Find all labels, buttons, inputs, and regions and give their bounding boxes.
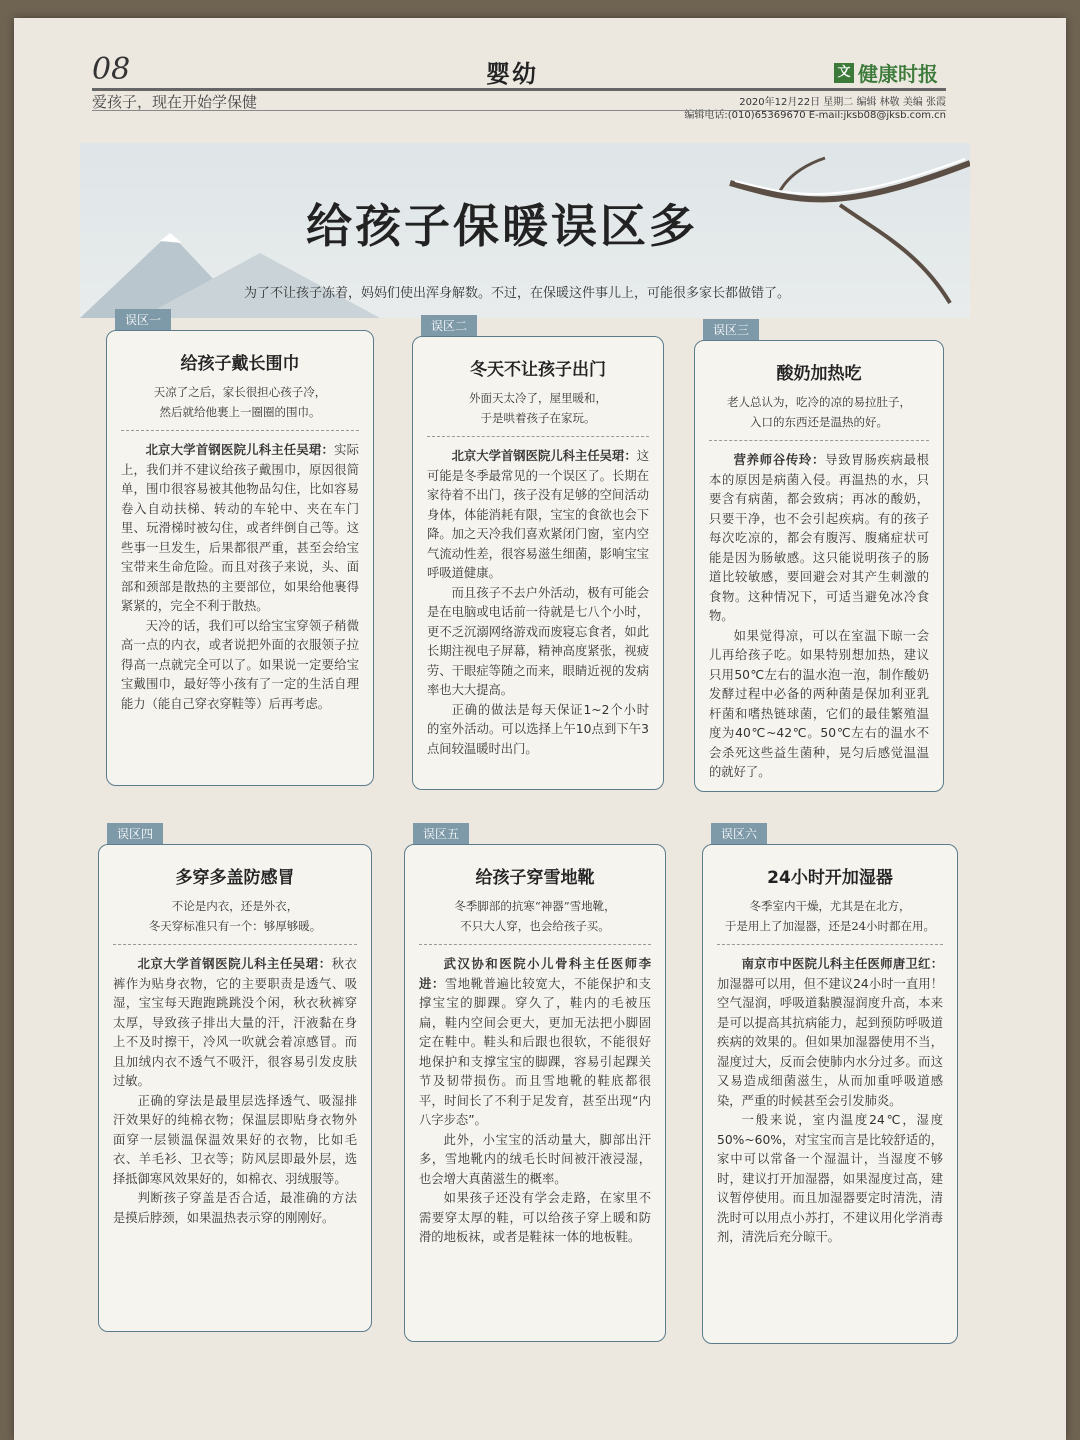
myth-title: 酸奶加热吃	[776, 364, 862, 384]
page-number: 08	[92, 52, 131, 87]
lead-line: 然后就给他裹上一圈圈的围巾。	[159, 405, 321, 419]
main-headline: 给孩子保暖误区多	[306, 199, 698, 253]
lead-line: 老人总认为，吃冷的凉的易拉肚子，	[727, 395, 911, 409]
paragraph: 如果孩子还没有学会走路，在家里不需要穿太厚的鞋，可以给孩子穿上暖和防滑的地板袜，或者是鞋袜一体的地板鞋。	[419, 1191, 651, 1244]
myth-body	[419, 955, 651, 1131]
paragraph: 秋衣裤作为贴身衣物，它的主要职责是透气、吸湿，宝宝每天跑跑跳跳没个闲，秋衣秋裤穿太厚，导致孩子排出大量的汗，汗液黏在身上不及时擦干，冷风一吹就会着凉感冒。而且加绒内衣不透气不吸汗，很容易引发皮肤过敏。	[113, 957, 357, 1088]
issue-meta	[684, 96, 946, 122]
lead-line: 不论是内衣，还是外衣，	[171, 899, 299, 913]
paragraph: 如果觉得凉，可以在室温下晾一会儿再给孩子吃。如果特别想加热，建议只用50℃左右的温水泡一泡，制作酸奶发酵过程中必备的两种菌是保加利亚乳杆菌和嗜热链球菌，它们的最佳繁殖温度为40℃~42℃。50℃左右的温水不会杀死这些益生菌种，晃匀后感觉温温的就好了。	[709, 628, 929, 779]
paragraph: 一般来说，室内温度24℃，湿度50%~60%，对宝宝而言是比较舒适的，家中可以常备一个湿温计，当湿度不够时，建议打开加湿器，如果湿度过高，建议暂停使用。而且加湿器要定时清洗，清洗时可以用点小苏打，不建议用化学消毒剂，清洗后充分晾干。	[717, 1113, 943, 1244]
myth-body	[113, 955, 357, 1092]
myth-card-2	[412, 319, 664, 790]
expert-name: 武汉协和医院小儿骨科主任医师李进：	[419, 957, 651, 991]
header-rule-thin	[92, 110, 946, 111]
lead-line: 于是哄着孩子在家玩。	[480, 411, 596, 425]
paragraph: 正确的做法是每天保证1~2个小时的室外活动。可以选择上午10点到下午3点间较温暖时出门。	[427, 702, 649, 756]
paragraph: 天冷的话，我们可以给宝宝穿领子稍微高一点的内衣，或者说把外面的衣服领子拉得高一点就完全可以了。如果说一定要给宝宝戴围巾，最好等小孩有了一定的生活自理能力（能自己穿衣穿鞋等）后再考虑。	[121, 618, 359, 711]
lead-line: 于是用上了加湿器，还是24小时都在用。	[724, 919, 936, 933]
expert-name: 北京大学首钢医院儿科主任吴珺：	[145, 443, 335, 457]
myth-body	[709, 451, 929, 627]
logo-icon: 文	[834, 63, 854, 83]
paragraph: 这可能是冬季最常见的一个误区了。长期在家待着不出门，孩子没有足够的空间活动身体，体能消耗有限，宝宝的食欲也会下降。加之天冷我们喜欢紧闭门窗，室内空气流动性差，很容易滋生细菌，影响宝宝呼吸道健康。	[427, 449, 649, 580]
myth-body	[717, 955, 943, 1111]
myth-title: 给孩子戴长围巾	[180, 354, 300, 374]
myth-lead	[427, 388, 649, 437]
myth-card-5	[404, 827, 666, 1342]
expert-name: 北京大学首钢医院儿科主任吴珺：	[451, 449, 637, 463]
myth-tag: 误区六	[711, 823, 767, 844]
myth-lead	[419, 896, 651, 945]
myth-title: 给孩子穿雪地靴	[475, 868, 595, 888]
paragraph: 此外，小宝宝的活动量大，脚部出汗多，雪地靴内的绒毛长时间被汗液浸湿，也会增大真菌滋生的概率。	[419, 1132, 651, 1186]
logo-text: 健康时报	[858, 62, 938, 86]
myth-tag: 误区二	[421, 315, 477, 336]
masthead-logo	[834, 58, 938, 87]
myth-lead	[717, 896, 943, 945]
paragraph: 而且孩子不去户外活动，极有可能会是在电脑或电话前一待就是七八个小时，更不乏沉溺网络游戏而废寝忘食者，如此长期注视电子屏幕，精神高度紧张，视疲劳、干眼症等随之而来，眼睛近视的发病率也大大提高。	[427, 585, 649, 697]
myth-body	[427, 447, 649, 584]
expert-name: 北京大学首钢医院儿科主任吴珺：	[137, 957, 332, 971]
lead-line: 冬季脚部的抗寒“神器”雪地靴，	[454, 899, 616, 913]
issue-date-editor: 2020年12月22日 星期二 编辑 林敬 美编 张霞	[739, 97, 946, 108]
myth-card-3	[694, 323, 944, 792]
myth-lead	[709, 392, 929, 441]
editor-contact: 编辑电话:(010)65369670 E-mail:jksb08@jksb.com.cn	[684, 110, 946, 121]
myth-body	[121, 441, 359, 617]
myth-title: 多穿多盖防感冒	[175, 868, 295, 888]
myth-title: 冬天不让孩子出门	[470, 360, 606, 380]
intro-text: 为了不让孩子冻着，妈妈们使出浑身解数。不过，在保暖这件事儿上，可能很多家长都做错了。	[244, 286, 791, 301]
myth-tag: 误区三	[703, 319, 759, 340]
lead-line: 外面天太冷了，屋里暖和，	[469, 391, 607, 405]
section-title: 婴幼	[486, 60, 538, 88]
myth-tag: 误区一	[115, 309, 171, 330]
paragraph: 雪地靴普遍比较宽大，不能保护和支撑宝宝的脚踝。穿久了，鞋内的毛被压扁，鞋内空间会更大，更加无法把小脚固定在鞋中。鞋头和后跟也很软，不能很好地保护和支撑宝宝的脚踝，容易引起踝关节及韧带损伤。而且雪地靴的鞋底都很平，时间长了不利于足发育，甚至出现“内八字步态”。	[419, 976, 651, 1127]
paragraph: 实际上，我们并不建议给孩子戴围巾，原因很简单，围巾很容易被其他物品勾住，比如容易卷入自动扶梯、转动的车轮中、夹在车门里、玩滑梯时被勾住，或者绊倒自己等。这些事一旦发生，后果都很严重，甚至会给宝宝带来生命危险。而且对孩子来说，头、面部和颈部是散热的主要部位，如果给他裹得紧紧的，完全不利于散热。	[121, 443, 359, 613]
lead-line: 天凉了之后，家长很担心孩子冷，	[153, 385, 327, 399]
myth-tag: 误区四	[107, 823, 163, 844]
myth-lead	[113, 896, 357, 945]
myth-card-4	[98, 827, 372, 1332]
expert-name: 营养师谷传玲：	[733, 453, 826, 467]
slogan: 爱孩子，现在开始学保健	[92, 93, 258, 111]
expert-name: 南京市中医院儿科主任医师唐卫红：	[741, 957, 943, 971]
lead-line: 不只大人穿，也会给孩子买。	[460, 919, 610, 933]
myth-card-1	[106, 313, 374, 786]
myth-tag: 误区五	[413, 823, 469, 844]
paragraph: 判断孩子穿盖是否合适，最准确的方法是摸后脖颈，如果温热表示穿的刚刚好。	[113, 1191, 357, 1225]
lead-line: 入口的东西还是温热的好。	[750, 415, 888, 429]
lead-line: 冬天穿标准只有一个：够厚够暖。	[148, 919, 322, 933]
paragraph: 加湿器可以用，但不建议24小时一直用！空气湿润，呼吸道黏膜湿润度升高，本来是可以提高其抗病能力，起到预防呼吸道疾病的效果的。但如果加湿器使用不当，湿度过大，反而会使肺内水分过多。而这又易造成细菌滋生，从而加重呼吸道感染，严重的时候甚至会引发肺炎。	[717, 976, 943, 1108]
lead-line: 冬季室内干燥，尤其是在北方，	[749, 899, 911, 913]
myth-lead	[121, 382, 359, 431]
paragraph: 导致胃肠疾病最根本的原因是病菌入侵。再温热的水，只要含有病菌，都会致病；再冰的酸奶，只要干净，也不会引起疾病。有的孩子每次吃凉的，都会有腹泻、腹痛症状可能是因为肠敏感。这只能说明孩子的肠道比较敏感，要回避会对其产生刺激的食物。这种情况下，可适当避免冰冷食物。	[709, 453, 929, 623]
newspaper-page	[14, 18, 1066, 1440]
paragraph: 正确的穿法是最里层选择透气、吸湿排汗效果好的纯棉衣物；保温层即贴身衣物外面穿一层锁温保温效果好的衣物，比如毛衣、羊毛衫、卫衣等；防风层即最外层，选择抵御寒风效果好的，如棉衣、羽绒服等。	[113, 1093, 357, 1186]
myth-card-6	[702, 827, 958, 1344]
myth-title: 24小时开加湿器	[767, 868, 893, 888]
